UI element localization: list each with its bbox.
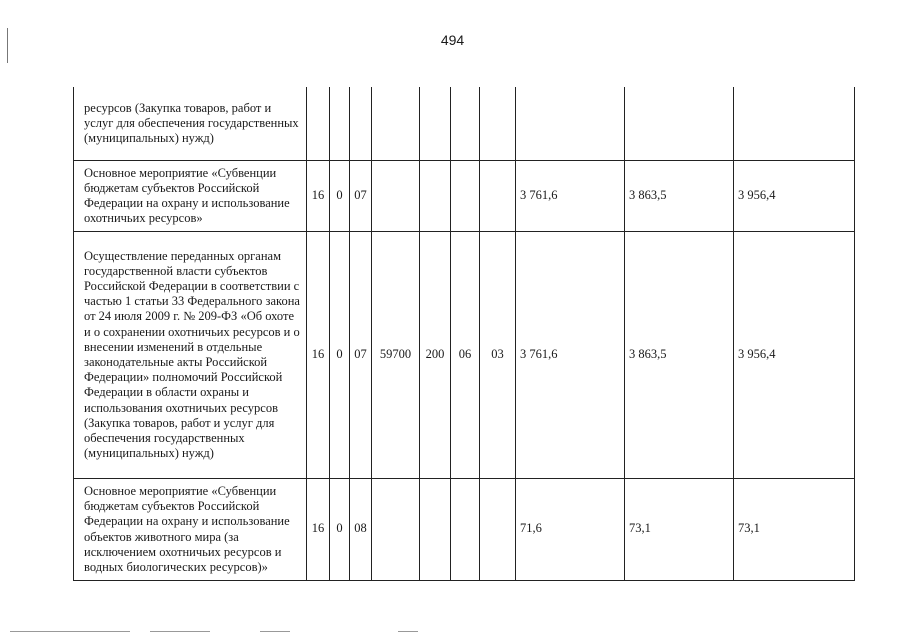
om-code: 07: [350, 231, 372, 478]
amount-year-3: 3 956,4: [734, 231, 855, 478]
amount-year-2: 3 863,5: [625, 231, 734, 478]
amount-year-1: [516, 87, 625, 160]
expense-type: [420, 87, 451, 160]
amount-year-1: 3 761,6: [516, 231, 625, 478]
section-code: 06: [451, 231, 480, 478]
section-code: [451, 478, 480, 580]
row-description: ресурсов (Закупка товаров, работ и услуг для обеспечения государственных (муниципальных) нужд): [74, 87, 307, 160]
page-number: 494: [440, 32, 465, 48]
amount-year-3: [734, 87, 855, 160]
pp-code: 0: [330, 160, 350, 231]
direction-code: 59700: [372, 231, 420, 478]
direction-code: [372, 87, 420, 160]
scan-bottom-edge: [0, 630, 905, 634]
pp-code: [330, 87, 350, 160]
section-code: [451, 87, 480, 160]
section-code: [451, 160, 480, 231]
row-description: Основное мероприятие «Субвенции бюджетам субъектов Российской Федерации на охрану и использование объектов животного мира (за исключением охотничьих ресурсов и водных биологических ресурсов)»: [74, 478, 307, 580]
budget-table: [73, 87, 855, 581]
table-row: [74, 478, 855, 580]
amount-year-1: 71,6: [516, 478, 625, 580]
subsection-code: 03: [480, 231, 516, 478]
pp-code: 0: [330, 231, 350, 478]
direction-code: [372, 160, 420, 231]
amount-year-3: 73,1: [734, 478, 855, 580]
pp-code: 0: [330, 478, 350, 580]
row-description: Основное мероприятие «Субвенции бюджетам субъектов Российской Федерации на охрану и использование охотничьих ресурсов»: [74, 160, 307, 231]
amount-year-3: 3 956,4: [734, 160, 855, 231]
gp-code: 16: [307, 478, 330, 580]
amount-year-2: 3 863,5: [625, 160, 734, 231]
gp-code: [307, 87, 330, 160]
direction-code: [372, 478, 420, 580]
expense-type: 200: [420, 231, 451, 478]
gp-code: 16: [307, 231, 330, 478]
subsection-code: [480, 160, 516, 231]
table-row: [74, 87, 855, 160]
amount-year-2: [625, 87, 734, 160]
gp-code: 16: [307, 160, 330, 231]
amount-year-2: 73,1: [625, 478, 734, 580]
expense-type: [420, 478, 451, 580]
table-row: [74, 231, 855, 478]
subsection-code: [480, 87, 516, 160]
subsection-code: [480, 478, 516, 580]
expense-type: [420, 160, 451, 231]
table-row: [74, 160, 855, 231]
om-code: 08: [350, 478, 372, 580]
row-description: Осуществление переданных органам государственной власти субъектов Российской Федерации в соответствии с частью 1 статьи 33 Федерального закона от 24 июля 2009 г. № 209-ФЗ «Об охоте и о сохранении охотничьих ресурсов и о внесении изменений в отдельные законодательные акты Российской Федерации» полномочий Российской Федерации в области охраны и использования охотничьих ресурсов (Закупка товаров, работ и услуг для обеспечения государственных (муниципальных) нужд): [74, 231, 307, 478]
amount-year-1: 3 761,6: [516, 160, 625, 231]
om-code: 07: [350, 160, 372, 231]
om-code: [350, 87, 372, 160]
